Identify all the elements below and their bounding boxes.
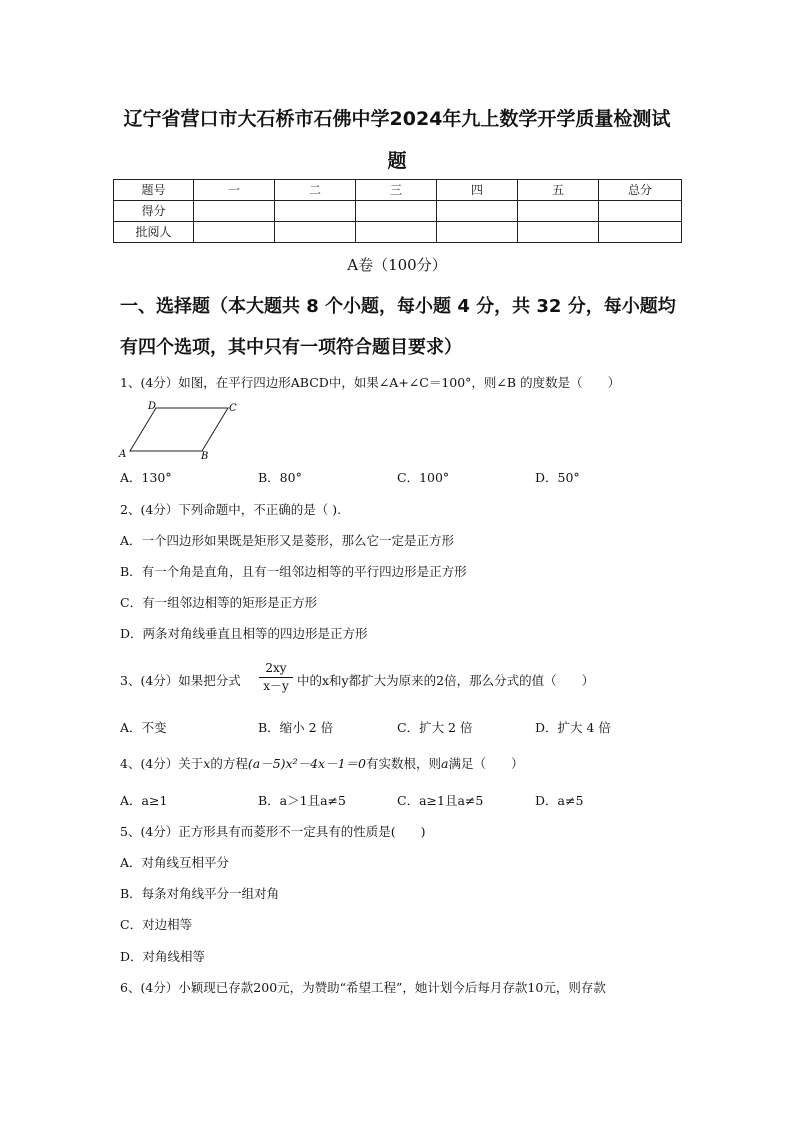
score-table-header-cell: 五 (518, 180, 599, 201)
score-table-header-cell: 二 (275, 180, 356, 201)
q4-stem-before: 4、(4分）关于 (120, 756, 204, 771)
score-table (113, 179, 682, 243)
q3-fraction-denominator: x－y (263, 679, 289, 693)
score-table-cell (194, 201, 275, 222)
q3-option-d: D．扩大 4 倍 (535, 720, 611, 735)
q4-equation: (a－5)x²－4x－1＝0 (247, 756, 367, 771)
q1-stem: 1、(4分）如图，在平行四边形ABCD中，如果∠A+∠C＝100°，则∠B 的度数是（ ） (120, 375, 621, 390)
q4-stem-after: 满足（ ） (448, 756, 524, 771)
q2-option-c: C．有一组邻边相等的矩形是正方形 (120, 595, 318, 610)
q3-fraction (259, 661, 293, 694)
q4-stem-mid2: 有实数根，则 (366, 756, 442, 771)
q4-var-x: x (203, 756, 211, 771)
score-table-cell (518, 222, 599, 243)
score-table-cell (518, 201, 599, 222)
q3-option-b: B．缩小 2 倍 (258, 720, 334, 735)
score-table-cell (275, 201, 356, 222)
q5-option-b: B．每条对角线平分一组对角 (120, 886, 280, 901)
score-table-row (114, 201, 682, 222)
q5-option-a: A．对角线互相平分 (120, 855, 230, 870)
q1-options (120, 470, 680, 486)
score-table-header-cell: 总分 (599, 180, 682, 201)
q2-option-b: B．有一个角是直角，且有一组邻边相等的平行四边形是正方形 (120, 564, 467, 579)
score-table-cell: 得分 (114, 201, 194, 222)
q1-option-c: C．100° (397, 470, 450, 485)
score-table-header-cell: 四 (437, 180, 518, 201)
score-table-cell (599, 222, 682, 243)
score-table-cell (599, 201, 682, 222)
vertex-label-d: D (148, 401, 157, 412)
part1-heading-line2: 有四个选项，其中只有一项符合题目要求） (120, 337, 462, 358)
fraction-bar (259, 677, 293, 678)
score-table-header-cell: 题号 (114, 180, 194, 201)
q1-option-d: D．50° (535, 470, 580, 485)
q4-stem (120, 756, 524, 772)
q2-stem: 2、(4分）下列命题中，不正确的是（ ). (120, 502, 342, 517)
q3-option-c: C．扩大 2 倍 (397, 720, 473, 735)
q4-option-b: B．a＞1且a≠5 (258, 793, 346, 808)
q1-option-b: B．80° (258, 470, 302, 485)
q2-option-a: A．一个四边形如果既是矩形又是菱形，那么它一定是正方形 (120, 533, 455, 548)
exam-title-line1: 辽宁省营口市大石桥市石佛中学2024年九上数学开学质量检测试 (123, 108, 671, 130)
q3-stem-after: 中的x和y都扩大为原来的2倍，那么分式的值（ ） (297, 673, 595, 688)
exam-title-line2: 题 (387, 150, 407, 172)
score-table-header-row (114, 180, 682, 201)
score-table-cell (437, 201, 518, 222)
q3-option-a: A．不变 (120, 720, 167, 735)
q4-stem-mid: 的方程 (210, 756, 248, 771)
score-table-row (114, 222, 682, 243)
q3-stem-before: 3、(4分）如果把分式 (120, 673, 241, 688)
parallelogram-figure (116, 399, 246, 461)
score-table-cell (437, 222, 518, 243)
q4-var-a: a (441, 756, 449, 771)
score-table-header-cell: 一 (194, 180, 275, 201)
q2-option-d: D．两条对角线垂直且相等的四边形是正方形 (120, 626, 368, 641)
q1-option-a: A．130° (120, 470, 172, 485)
vertex-label-b: B (201, 451, 209, 461)
q4-option-a: A．a≥1 (120, 793, 168, 808)
q3-options (120, 720, 680, 736)
score-table-cell (194, 222, 275, 243)
score-table-cell (356, 222, 437, 243)
vertex-label-a: A (119, 449, 127, 460)
q6-stem: 6、(4分）小颖现已存款200元，为赞助“希望工程”，她计划今后每月存款10元，则存款 (120, 980, 606, 995)
q5-stem: 5、(4分）正方形具有而菱形不一定具有的性质是( ) (120, 824, 426, 839)
q3-fraction-numerator: 2xy (265, 661, 287, 675)
score-table-cell (356, 201, 437, 222)
part1-heading-line1: 一、选择题（本大题共 8 个小题，每小题 4 分，共 32 分，每小题均 (120, 296, 676, 317)
q4-option-c: C．a≥1且a≠5 (397, 793, 484, 808)
section-a-title: A卷（100分） (347, 256, 447, 274)
q4-options (120, 793, 680, 809)
parallelogram-shape (130, 408, 228, 451)
q5-option-c: C．对边相等 (120, 917, 193, 932)
q4-option-d: D．a≠5 (535, 793, 584, 808)
score-table-cell: 批阅人 (114, 222, 194, 243)
vertex-label-c: C (229, 403, 237, 414)
score-table-cell (275, 222, 356, 243)
q5-option-d: D．对角线相等 (120, 949, 206, 964)
score-table-header-cell: 三 (356, 180, 437, 201)
